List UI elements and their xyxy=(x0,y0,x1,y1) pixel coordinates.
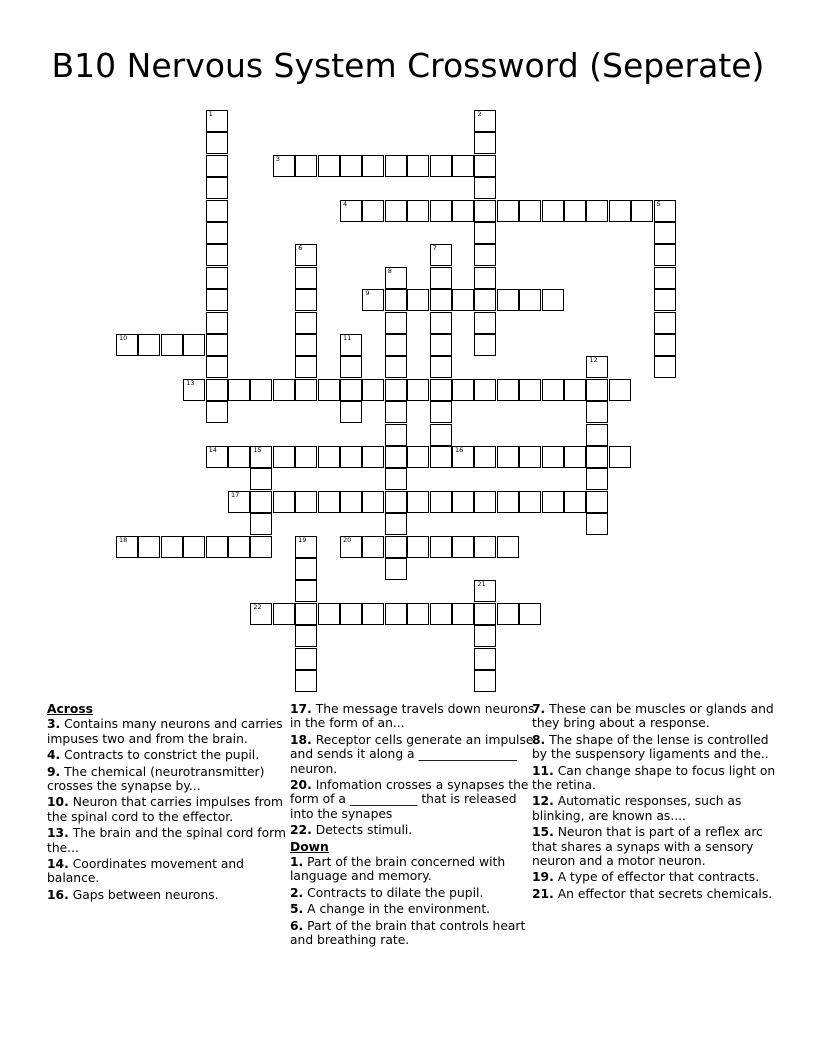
grid-cell[interactable] xyxy=(407,446,429,468)
grid-cell[interactable] xyxy=(206,312,228,334)
grid-cell[interactable] xyxy=(228,379,250,401)
grid-cell[interactable] xyxy=(295,536,317,558)
down-clue xyxy=(290,902,540,916)
grid-cell[interactable] xyxy=(564,491,586,513)
grid-cell[interactable] xyxy=(340,491,362,513)
clue-number-label: 10. xyxy=(47,795,69,810)
grid-cell[interactable] xyxy=(519,446,541,468)
grid-cell[interactable] xyxy=(273,379,295,401)
grid-cell[interactable] xyxy=(206,356,228,378)
grid-cell[interactable] xyxy=(430,289,452,311)
grid-cell[interactable] xyxy=(295,625,317,647)
across-clue xyxy=(47,765,297,794)
grid-cell[interactable] xyxy=(430,312,452,334)
grid-cell[interactable] xyxy=(474,670,496,692)
grid-cell[interactable] xyxy=(295,312,317,334)
grid-cell[interactable] xyxy=(183,379,205,401)
grid-cell[interactable] xyxy=(206,155,228,177)
grid-cell[interactable] xyxy=(362,536,384,558)
grid-cell[interactable] xyxy=(654,334,676,356)
grid-cell[interactable] xyxy=(362,200,384,222)
clue-text: Automatic responses, such as blinking, are known as.... xyxy=(532,794,742,823)
grid-cell[interactable] xyxy=(474,289,496,311)
clue-text: The brain and the spinal cord form the... xyxy=(47,826,286,855)
grid-cell[interactable] xyxy=(206,267,228,289)
grid-cell[interactable] xyxy=(295,289,317,311)
grid-cell[interactable] xyxy=(586,491,608,513)
grid-cell[interactable] xyxy=(385,491,407,513)
grid-cell[interactable] xyxy=(206,379,228,401)
grid-cell[interactable] xyxy=(407,491,429,513)
across-clue xyxy=(47,888,297,902)
clue-text: Part of the brain concerned with language and memory. xyxy=(290,855,506,884)
grid-cell[interactable] xyxy=(542,289,564,311)
grid-cell[interactable] xyxy=(228,446,250,468)
grid-cell[interactable] xyxy=(340,200,362,222)
clue-number-label: 9. xyxy=(47,764,61,779)
grid-cell[interactable] xyxy=(586,401,608,423)
grid-cell[interactable] xyxy=(340,334,362,356)
grid-cell[interactable] xyxy=(474,155,496,177)
clue-number: 19 xyxy=(298,535,307,544)
down-clue xyxy=(532,764,782,793)
across-clue xyxy=(47,748,297,762)
grid-cell[interactable] xyxy=(161,536,183,558)
clue-number-label: 1. xyxy=(290,855,304,870)
grid-cell[interactable] xyxy=(250,603,272,625)
grid-cell[interactable] xyxy=(206,401,228,423)
grid-cell[interactable] xyxy=(474,132,496,154)
grid-cell[interactable] xyxy=(407,379,429,401)
grid-cell[interactable] xyxy=(452,155,474,177)
grid-cell[interactable] xyxy=(362,155,384,177)
grid-cell[interactable] xyxy=(206,446,228,468)
clue-text: Contracts to dilate the pupil. xyxy=(307,885,484,900)
clue-text: A change in the environment. xyxy=(307,902,491,917)
grid-cell[interactable] xyxy=(452,200,474,222)
clue-number-label: 2. xyxy=(290,885,304,900)
clue-text: A type of effector that contracts. xyxy=(557,870,760,885)
grid-cell[interactable] xyxy=(340,603,362,625)
grid-cell[interactable] xyxy=(452,603,474,625)
grid-cell[interactable] xyxy=(586,424,608,446)
down-clue xyxy=(532,794,782,823)
clue-number-label: 21. xyxy=(532,886,554,901)
grid-cell[interactable] xyxy=(654,312,676,334)
grid-cell[interactable] xyxy=(497,289,519,311)
across-clue xyxy=(290,702,540,731)
grid-cell[interactable] xyxy=(474,312,496,334)
grid-cell[interactable] xyxy=(385,536,407,558)
down-clue xyxy=(532,825,782,868)
clue-number: 5 xyxy=(656,199,661,208)
clue-number-label: 19. xyxy=(532,870,554,885)
grid-cell[interactable] xyxy=(474,536,496,558)
clue-number: 9 xyxy=(365,289,370,298)
down-clue xyxy=(532,702,782,731)
across-clue xyxy=(47,826,297,855)
grid-cell[interactable] xyxy=(609,446,631,468)
clue-number-label: 22. xyxy=(290,823,312,838)
grid-cell[interactable] xyxy=(273,155,295,177)
across-clue xyxy=(47,795,297,824)
grid-cell[interactable] xyxy=(586,513,608,535)
clue-number: 16 xyxy=(455,446,464,454)
grid-cell[interactable] xyxy=(542,446,564,468)
grid-cell[interactable] xyxy=(161,334,183,356)
grid-cell[interactable] xyxy=(430,536,452,558)
grid-cell[interactable] xyxy=(654,356,676,378)
grid-cell[interactable] xyxy=(318,155,340,177)
grid-cell[interactable] xyxy=(474,334,496,356)
clue-number-label: 13. xyxy=(47,826,69,841)
grid-cell[interactable] xyxy=(564,200,586,222)
grid-cell[interactable] xyxy=(340,155,362,177)
clue-number: 1 xyxy=(208,110,213,118)
grid-cell[interactable] xyxy=(497,379,519,401)
clue-text: The message travels down neurons in the form of an... xyxy=(290,702,535,731)
clue-number-label: 5. xyxy=(290,902,304,917)
grid-cell[interactable] xyxy=(385,424,407,446)
clue-column-1 xyxy=(47,702,297,904)
grid-cell[interactable] xyxy=(407,289,429,311)
clue-number-label: 20. xyxy=(290,778,312,793)
grid-cell[interactable] xyxy=(318,446,340,468)
grid-cell[interactable] xyxy=(362,491,384,513)
clue-number: 6 xyxy=(298,244,303,253)
clue-number: 8 xyxy=(387,266,392,275)
across-clue xyxy=(47,857,297,886)
grid-cell[interactable] xyxy=(519,603,541,625)
clue-number: 22 xyxy=(253,602,262,611)
clue-number-label: 18. xyxy=(290,732,312,747)
grid-cell[interactable] xyxy=(250,513,272,535)
grid-cell[interactable] xyxy=(654,222,676,244)
grid-cell[interactable] xyxy=(295,558,317,580)
clue-number-label: 14. xyxy=(47,857,69,872)
grid-cell[interactable] xyxy=(385,289,407,311)
clue-column-2 xyxy=(290,702,540,950)
grid-cell[interactable] xyxy=(385,356,407,378)
grid-cell[interactable] xyxy=(385,513,407,535)
puzzle-title: B10 Nervous System Crossword (Seperate) xyxy=(51,46,765,85)
grid-cell[interactable] xyxy=(295,334,317,356)
grid-cell[interactable] xyxy=(407,536,429,558)
clue-number-label: 7. xyxy=(532,702,546,716)
grid-cell[interactable] xyxy=(206,132,228,154)
grid-cell[interactable] xyxy=(362,446,384,468)
across-clue xyxy=(290,778,540,821)
grid-cell[interactable] xyxy=(228,536,250,558)
grid-cell[interactable] xyxy=(295,379,317,401)
grid-cell[interactable] xyxy=(183,536,205,558)
clue-text: Can change shape to focus light on the retina. xyxy=(532,763,776,793)
clue-text: Neuron that is part of a reflex arc that shares a synaps with a sensory neuron and a motor neuron. xyxy=(532,825,763,869)
down-heading: Down xyxy=(290,839,329,854)
grid-cell[interactable] xyxy=(228,491,250,513)
grid-cell[interactable] xyxy=(519,200,541,222)
grid-cell[interactable] xyxy=(564,446,586,468)
clue-text: An effector that secrets chemicals. xyxy=(557,886,773,901)
grid-cell[interactable] xyxy=(250,536,272,558)
grid-cell[interactable] xyxy=(206,222,228,244)
grid-cell[interactable] xyxy=(542,200,564,222)
grid-cell[interactable] xyxy=(474,491,496,513)
grid-cell[interactable] xyxy=(318,603,340,625)
grid-cell[interactable] xyxy=(609,379,631,401)
grid-cell[interactable] xyxy=(340,379,362,401)
clue-number: 2 xyxy=(477,110,482,118)
grid-cell[interactable] xyxy=(295,267,317,289)
grid-cell[interactable] xyxy=(295,580,317,602)
grid-cell[interactable] xyxy=(654,200,676,222)
grid-cell[interactable] xyxy=(586,446,608,468)
clue-column-3 xyxy=(532,702,782,903)
down-clue xyxy=(290,855,540,884)
grid-cell[interactable] xyxy=(474,648,496,670)
grid-cell[interactable] xyxy=(340,356,362,378)
down-clue xyxy=(290,886,540,900)
grid-cell[interactable] xyxy=(250,446,272,468)
down-clue xyxy=(290,919,540,948)
clue-number-label: 4. xyxy=(47,748,61,763)
grid-cell[interactable] xyxy=(474,379,496,401)
grid-cell[interactable] xyxy=(183,334,205,356)
grid-cell[interactable] xyxy=(340,401,362,423)
clue-number-label: 12. xyxy=(532,794,554,809)
clue-number: 18 xyxy=(119,535,128,544)
grid-cell[interactable] xyxy=(474,222,496,244)
grid-cell[interactable] xyxy=(138,334,160,356)
grid-cell[interactable] xyxy=(250,491,272,513)
grid-cell[interactable] xyxy=(295,356,317,378)
grid-cell[interactable] xyxy=(295,446,317,468)
clue-text: Detects stimuli. xyxy=(315,823,413,838)
grid-cell[interactable] xyxy=(250,379,272,401)
clue-number: 14 xyxy=(208,446,217,454)
grid-cell[interactable] xyxy=(654,289,676,311)
grid-cell[interactable] xyxy=(430,200,452,222)
grid-cell[interactable] xyxy=(430,155,452,177)
clue-text: These can be muscles or glands and they bring about a response. xyxy=(532,702,774,731)
grid-cell[interactable] xyxy=(318,379,340,401)
grid-cell[interactable] xyxy=(654,244,676,266)
across-clue xyxy=(47,717,297,746)
grid-cell[interactable] xyxy=(273,446,295,468)
clue-text: Gaps between neurons. xyxy=(72,887,219,902)
grid-cell[interactable] xyxy=(474,110,496,132)
clue-number: 20 xyxy=(343,535,352,544)
grid-cell[interactable] xyxy=(586,200,608,222)
clue-text: Coordinates movement and balance. xyxy=(47,857,244,886)
grid-cell[interactable] xyxy=(452,379,474,401)
grid-cell[interactable] xyxy=(430,334,452,356)
grid-cell[interactable] xyxy=(497,603,519,625)
clue-number-label: 11. xyxy=(532,763,554,778)
grid-cell[interactable] xyxy=(407,200,429,222)
clue-text: The shape of the lense is controlled by the suspensory ligaments and the.. xyxy=(532,732,769,762)
grid-cell[interactable] xyxy=(206,110,228,132)
grid-cell[interactable] xyxy=(474,177,496,199)
grid-cell[interactable] xyxy=(407,155,429,177)
clue-number-label: 16. xyxy=(47,887,69,902)
grid-cell[interactable] xyxy=(362,379,384,401)
grid-cell[interactable] xyxy=(250,468,272,490)
grid-cell[interactable] xyxy=(295,648,317,670)
grid-cell[interactable] xyxy=(586,356,608,378)
clue-number-label: 3. xyxy=(47,717,61,732)
grid-cell[interactable] xyxy=(206,200,228,222)
grid-cell[interactable] xyxy=(430,603,452,625)
grid-cell[interactable] xyxy=(430,267,452,289)
grid-cell[interactable] xyxy=(430,424,452,446)
clue-number: 12 xyxy=(589,356,598,365)
grid-cell[interactable] xyxy=(609,200,631,222)
grid-cell[interactable] xyxy=(519,289,541,311)
down-clue xyxy=(532,887,782,901)
clue-text: The chemical (neurotransmitter) crosses the synapse by... xyxy=(47,764,265,794)
grid-cell[interactable] xyxy=(430,446,452,468)
grid-cell[interactable] xyxy=(474,244,496,266)
clue-text: Neuron that carries impulses from the spinal cord to the effector. xyxy=(47,795,283,824)
grid-cell[interactable] xyxy=(206,244,228,266)
grid-cell[interactable] xyxy=(206,177,228,199)
grid-cell[interactable] xyxy=(542,491,564,513)
grid-cell[interactable] xyxy=(385,200,407,222)
grid-cell[interactable] xyxy=(519,491,541,513)
grid-cell[interactable] xyxy=(452,491,474,513)
grid-cell[interactable] xyxy=(385,603,407,625)
grid-cell[interactable] xyxy=(206,536,228,558)
grid-cell[interactable] xyxy=(519,379,541,401)
grid-cell[interactable] xyxy=(385,558,407,580)
clue-number: 13 xyxy=(186,378,195,387)
grid-cell[interactable] xyxy=(295,244,317,266)
grid-cell[interactable] xyxy=(430,356,452,378)
grid-cell[interactable] xyxy=(430,379,452,401)
grid-cell[interactable] xyxy=(385,155,407,177)
grid-cell[interactable] xyxy=(385,379,407,401)
grid-cell[interactable] xyxy=(474,580,496,602)
grid-cell[interactable] xyxy=(273,491,295,513)
across-clue xyxy=(290,823,540,837)
grid-cell[interactable] xyxy=(474,267,496,289)
across-clue xyxy=(290,733,540,776)
grid-cell[interactable] xyxy=(452,446,474,468)
grid-cell[interactable] xyxy=(385,468,407,490)
grid-cell[interactable] xyxy=(474,625,496,647)
grid-cell[interactable] xyxy=(295,603,317,625)
clue-number: 4 xyxy=(343,199,348,208)
grid-cell[interactable] xyxy=(430,491,452,513)
clue-number-label: 8. xyxy=(532,732,546,747)
grid-cell[interactable] xyxy=(362,289,384,311)
clue-number: 3 xyxy=(275,154,280,163)
clue-text: Part of the brain that controls heart and breathing rate. xyxy=(290,918,526,948)
grid-cell[interactable] xyxy=(430,401,452,423)
grid-cell[interactable] xyxy=(385,267,407,289)
grid-cell[interactable] xyxy=(654,267,676,289)
clue-number: 11 xyxy=(343,334,352,342)
grid-cell[interactable] xyxy=(116,334,138,356)
grid-cell[interactable] xyxy=(206,289,228,311)
grid-cell[interactable] xyxy=(385,401,407,423)
grid-cell[interactable] xyxy=(273,603,295,625)
grid-cell[interactable] xyxy=(564,379,586,401)
grid-cell[interactable] xyxy=(452,289,474,311)
grid-cell[interactable] xyxy=(497,536,519,558)
grid-cell[interactable] xyxy=(497,200,519,222)
clue-text: Receptor cells generate an impulse and sends it along a ________________ neuron. xyxy=(290,732,534,776)
grid-cell[interactable] xyxy=(474,200,496,222)
clue-number: 10 xyxy=(119,334,128,342)
grid-cell[interactable] xyxy=(385,312,407,334)
grid-cell[interactable] xyxy=(340,446,362,468)
clue-number: 17 xyxy=(231,490,240,499)
clue-number: 7 xyxy=(432,244,437,253)
clue-number-label: 15. xyxy=(532,825,554,840)
grid-cell[interactable] xyxy=(542,379,564,401)
down-clue xyxy=(532,733,782,762)
grid-cell[interactable] xyxy=(497,491,519,513)
clue-number-label: 17. xyxy=(290,702,312,716)
grid-cell[interactable] xyxy=(586,379,608,401)
grid-cell[interactable] xyxy=(362,603,384,625)
grid-cell[interactable] xyxy=(452,536,474,558)
across-heading: Across xyxy=(47,702,93,716)
clue-number: 15 xyxy=(253,446,262,454)
grid-cell[interactable] xyxy=(497,446,519,468)
grid-cell[interactable] xyxy=(116,536,138,558)
grid-cell[interactable] xyxy=(407,603,429,625)
clue-number-label: 6. xyxy=(290,918,304,933)
grid-cell[interactable] xyxy=(474,603,496,625)
grid-cell[interactable] xyxy=(631,200,653,222)
grid-cell[interactable] xyxy=(430,244,452,266)
grid-cell[interactable] xyxy=(586,468,608,490)
grid-cell[interactable] xyxy=(138,536,160,558)
grid-cell[interactable] xyxy=(206,334,228,356)
down-clue xyxy=(532,870,782,884)
grid-cell[interactable] xyxy=(295,491,317,513)
clue-text: Contains many neurons and carries impuses two and from the brain. xyxy=(47,717,283,746)
grid-cell[interactable] xyxy=(474,446,496,468)
clue-text: Contracts to constrict the pupil. xyxy=(64,748,260,763)
grid-cell[interactable] xyxy=(340,536,362,558)
grid-cell[interactable] xyxy=(295,155,317,177)
clue-text: Infomation crosses a synapses the form of a ___________ that is released into the synapes xyxy=(290,778,529,821)
grid-cell[interactable] xyxy=(318,491,340,513)
grid-cell[interactable] xyxy=(385,334,407,356)
grid-cell[interactable] xyxy=(385,446,407,468)
clue-number: 21 xyxy=(477,580,486,589)
grid-cell[interactable] xyxy=(295,670,317,692)
